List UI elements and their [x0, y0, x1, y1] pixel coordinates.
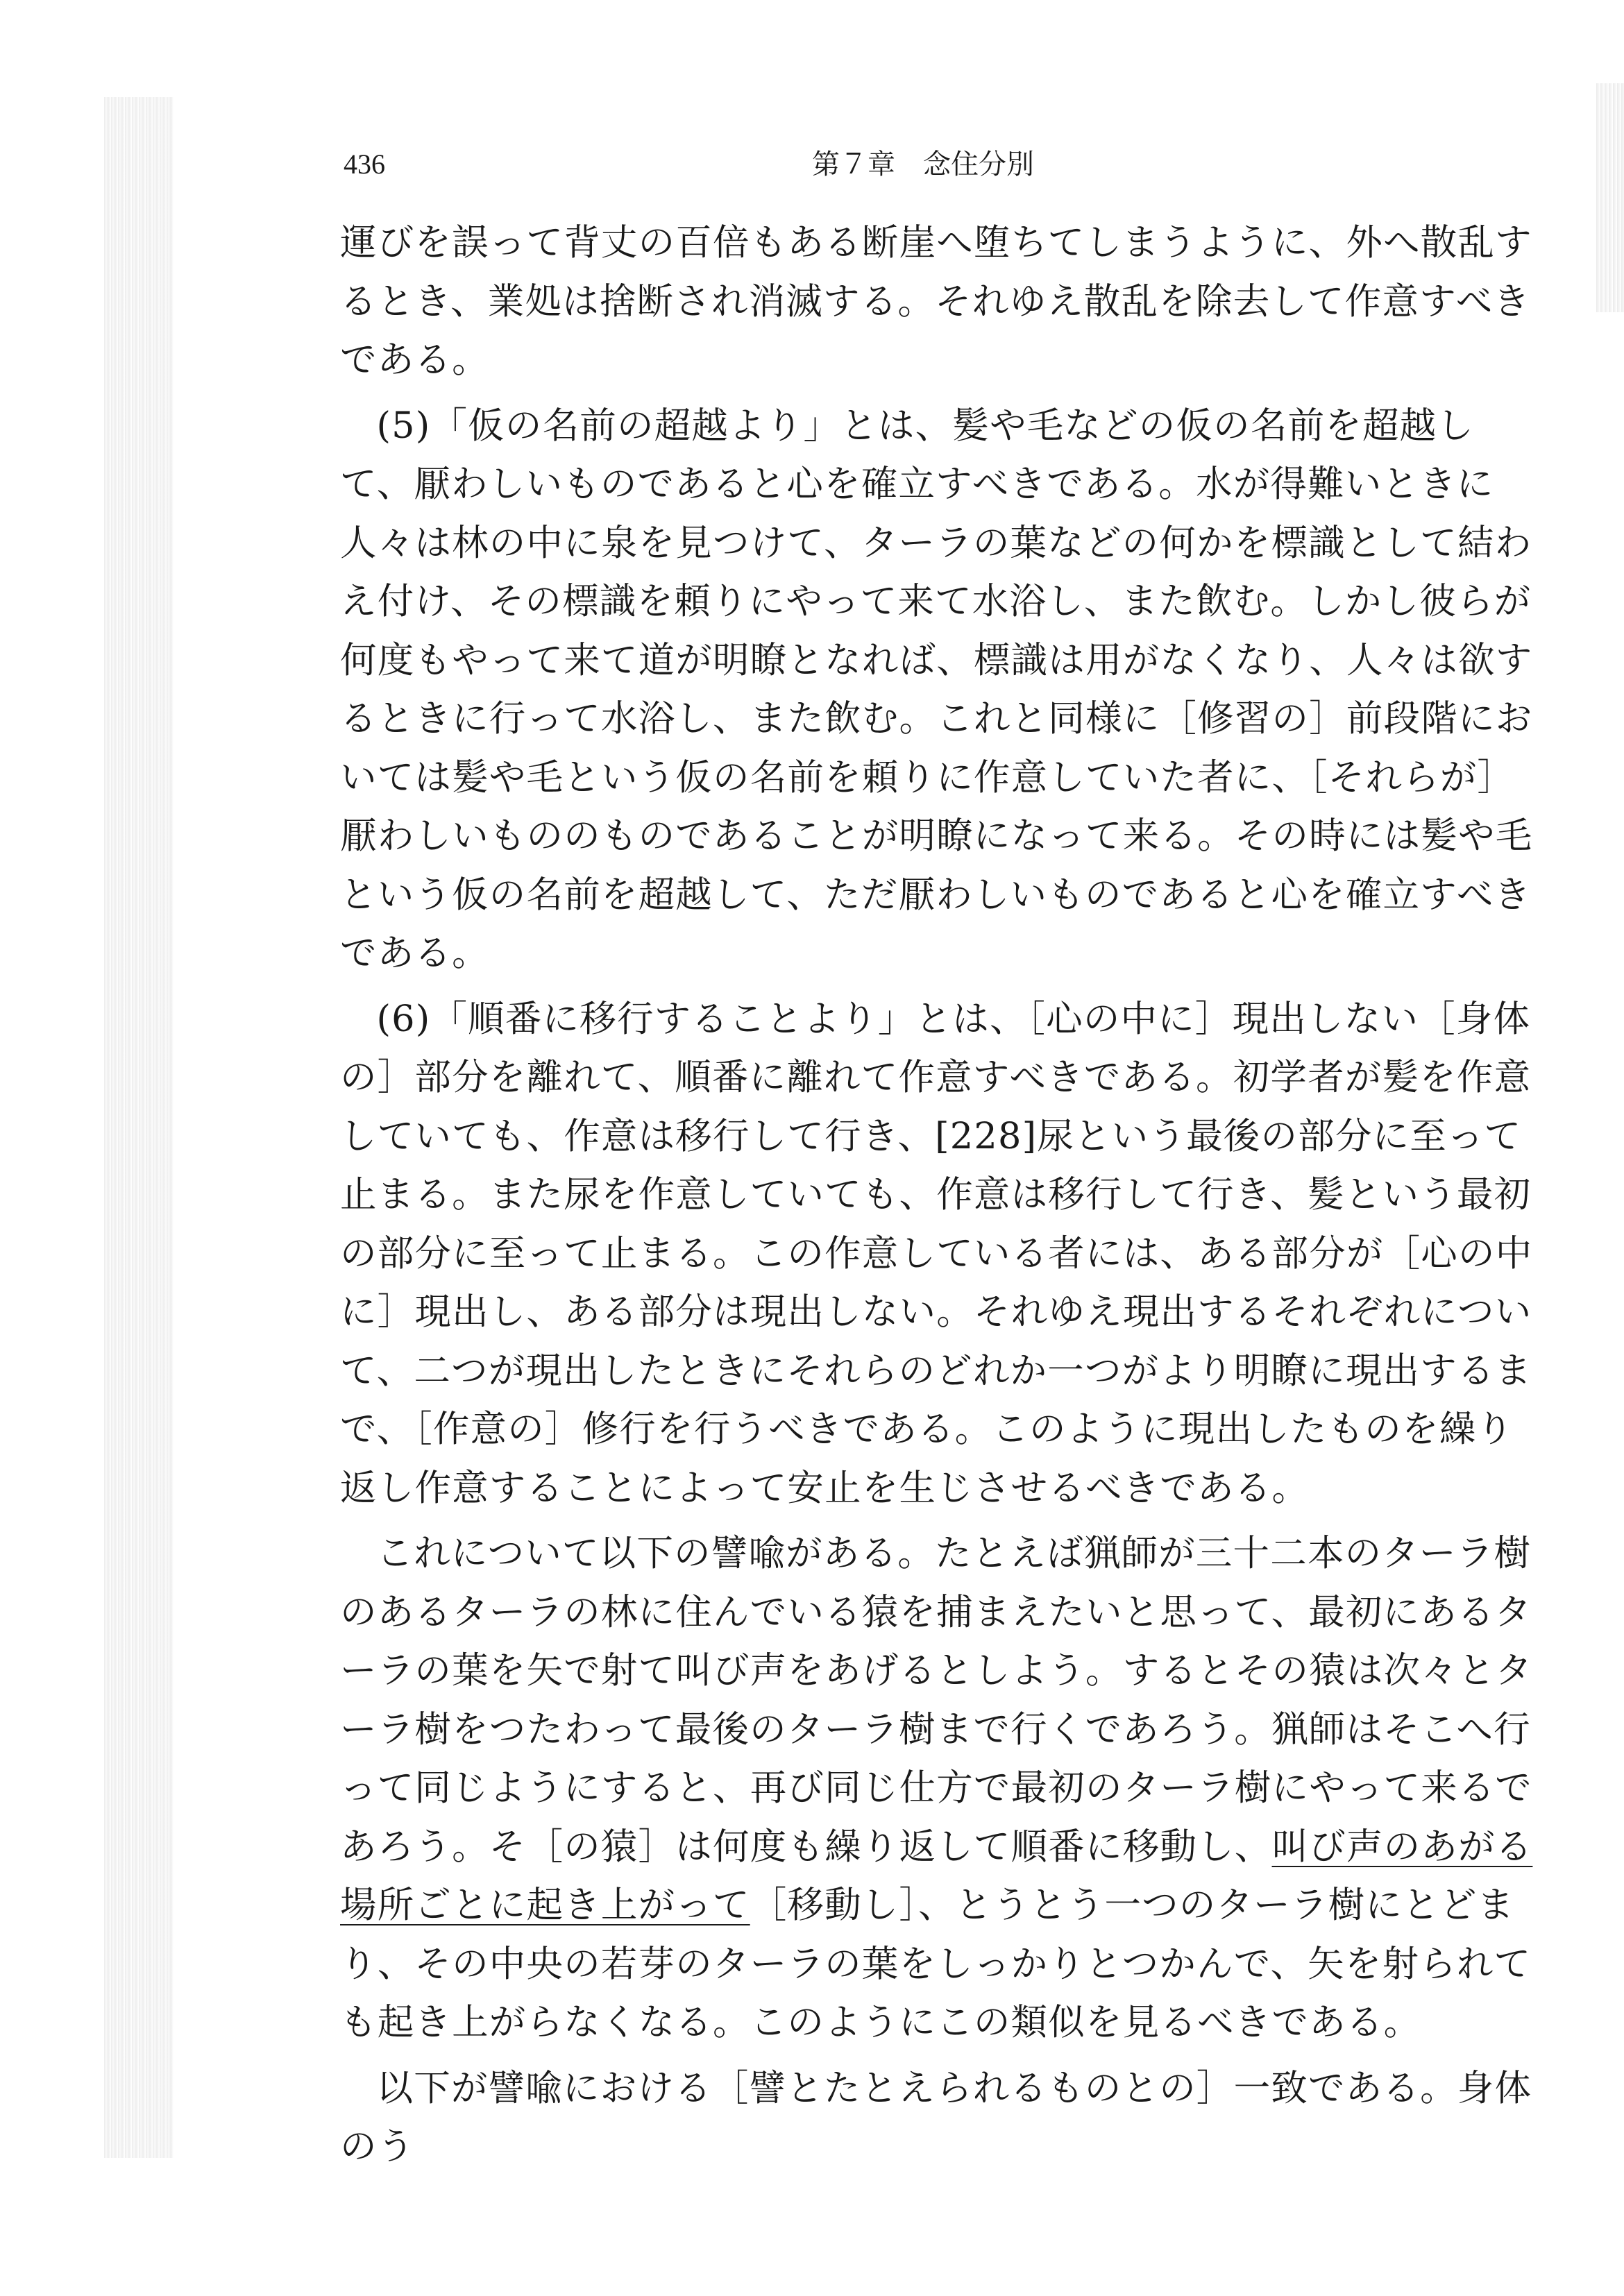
- paragraph-continuation: 運びを誤って背丈の百倍もある断崖へ堕ちてしまうように、外へ散乱するとき、業処は捨断され消滅する。それゆえ散乱を除去して作意すべきである。: [340, 221, 1532, 381]
- page-header: [0, 142, 1624, 184]
- body-text: [340, 214, 1548, 2184]
- underlined-phrase: 叫び声のあがる場所ごとに起き上がって: [340, 1825, 1533, 1926]
- paragraph-section-5: (5)「仮の名前の超越より」とは、髪や毛などの仮の名前を超越して、厭わしいものであると心を確立すべきである。水が得難いときに人々は林の中に泉を見つけて、ターラの葉などの何かを標識として結わえ付け、その標識を頼りにやって来て水浴し、また飲む。しかし彼らが何度もやって来て道が明瞭となれば、標識は用がなくなり、人々は欲するときに行って水浴し、また飲む。これと同様に［修習の］前段階においては髪や毛という仮の名前を頼りに作意していた者に、［それらが］厭わしいもののものであることが明瞭になって来る。その時には髪や毛という仮の名前を超越して、ただ厭わしいものであると心を確立すべきである。: [340, 404, 1533, 974]
- running-head: 第７章 念住分別: [812, 148, 1034, 180]
- simile-text-after: ［移動し］、とうとう一つのターラ樹にとどまり、その中央の若芽のターラの葉をしっかりとつかんで、矢を射られても起き上がらなくなる。このようにこの類似を見るべきである。: [340, 1884, 1532, 2043]
- scan-edge-shadow-left: [104, 97, 174, 2158]
- paragraph-monkey-simile: [340, 1524, 1548, 2052]
- page-number: 436: [344, 148, 385, 180]
- simile-text-before: これについて以下の譬喩がある。たとえば猟師が三十二本のターラ樹のあるターラの林に住んでいる猿を捕まえたいと思って、最初にあるターラの葉を矢で射て叫び声をあげるとしよう。するとその猿は次々とターラ樹をつたわって最後のターラ樹まで行くであろう。猟師はそこへ行って同じようにすると、再び同じ仕方で最初のターラ樹にやって来るであろう。そ［の猿］は何度も繰り返して順番に移動し、: [340, 1532, 1533, 1868]
- paragraph-section-6: (6)「順番に移行することより」とは、［心の中に］現出しない［身体の］部分を離れて、順番に離れて作意すべきである。初学者が髪を作意していても、作意は移行して行き、[228]尿という最後の部分に至って止まる。また尿を作意していても、作意は移行して行き、髪という最初の部分に至って止まる。この作意している者には、ある部分が［心の中に］現出し、ある部分は現出しない。それゆえ現出するそれぞれについて、二つが現出したときにそれらのどれか一つがより明瞭に現出するまで、［作意の］修行を行うべきである。このように現出したものを繰り返し作意することによって安止を生じさせるべきである。: [340, 997, 1533, 1509]
- paragraph-simile-correspondence: 以下が譬喩における［譬とたとえられるものとの］一致である。身体のう: [340, 2066, 1532, 2168]
- scan-edge-shadow-right: [1596, 83, 1624, 312]
